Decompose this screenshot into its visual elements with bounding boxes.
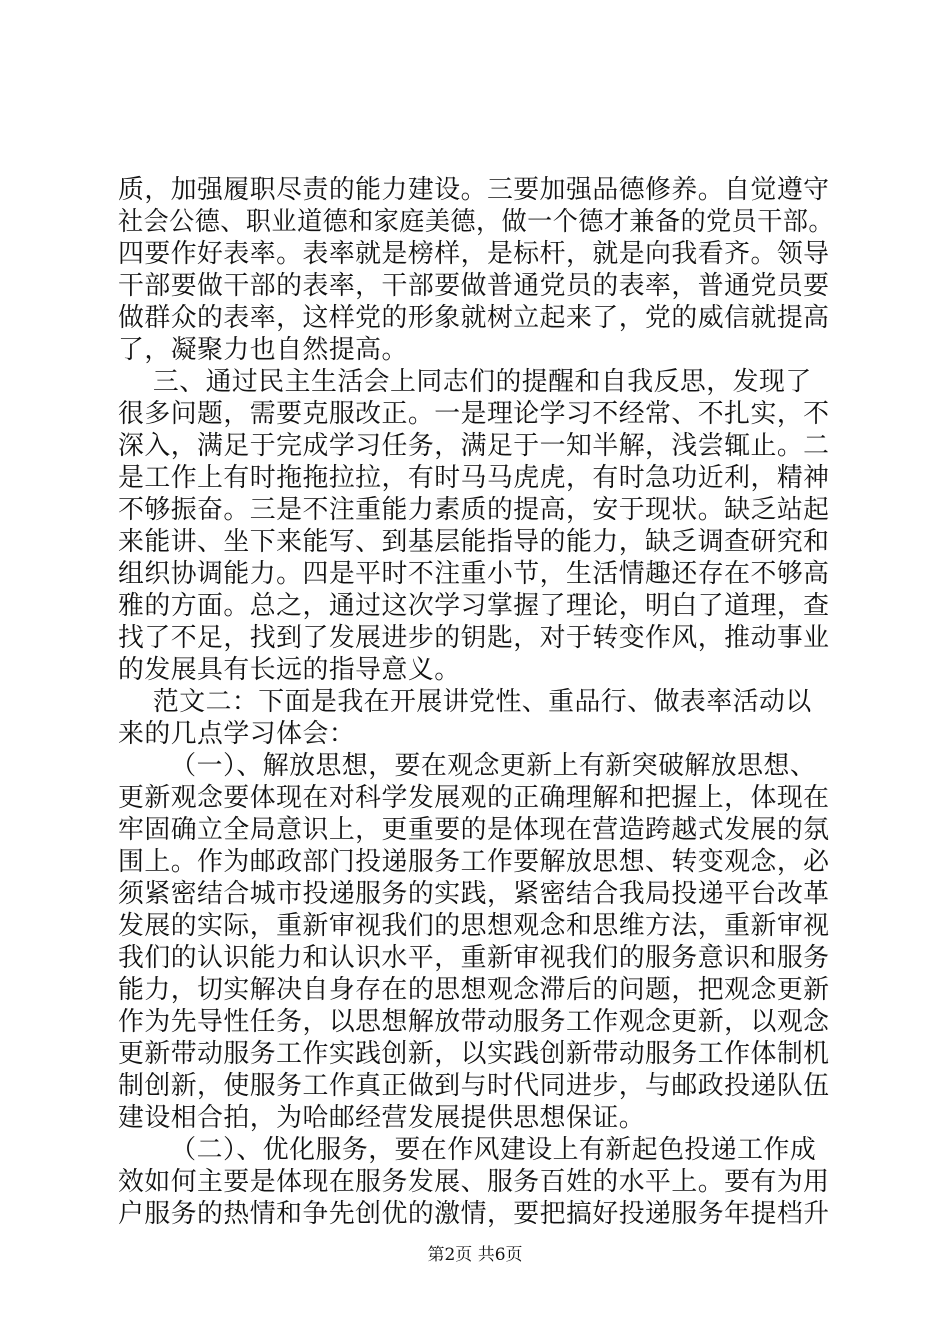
text-line: 做群众的表率，这样党的形象就树立起来了，党的威信就提高 [118, 303, 830, 333]
text-line: 干部要做干部的表率，干部要做普通党员的表率，普通党员要 [118, 271, 830, 301]
text-line: 发展的实际，重新审视我们的思想观念和思维方法，重新审视 [118, 911, 830, 941]
text-line: 组织协调能力。四是平时不注重小节，生活情趣还存在不够高 [118, 559, 830, 589]
text-line: 牢固确立全局意识上，更重要的是体现在营造跨越式发展的氛 [118, 815, 830, 845]
text-line: 来能讲、坐下来能写、到基层能指导的能力，缺乏调查研究和 [118, 527, 830, 557]
text-line: 户服务的热情和争先创优的激情，要把搞好投递服务年提档升 [118, 1199, 830, 1229]
text-line: 效如何主要是体现在服务发展、服务百姓的水平上。要有为用 [118, 1167, 830, 1197]
text-line: 建设相合拍，为哈邮经营发展提供思想保证。 [118, 1103, 646, 1133]
text-line: 不够振奋。三是不注重能力素质的提高，安于现状。缺乏站起 [118, 495, 830, 525]
text-line: 很多问题，需要克服改正。一是理论学习不经常、不扎实，不 [118, 399, 830, 429]
text-line: （二）、优化服务，要在作风建设上有新起色投递工作成 [118, 1135, 817, 1165]
text-line: 范文二：下面是我在开展讲党性、重品行、做表率活动以 [118, 687, 812, 717]
text-line: 来的几点学习体会： [118, 719, 356, 749]
page-footer: 第2页 共6页 [427, 1245, 523, 1265]
text-line: 更新带动服务工作实践创新，以实践创新带动服务工作体制机 [118, 1039, 830, 1069]
text-line: 雅的方面。总之，通过这次学习掌握了理论，明白了道理，查 [118, 591, 830, 621]
text-line: 我们的认识能力和认识水平，重新审视我们的服务意识和服务 [118, 943, 830, 973]
text-line: 深入，满足于完成学习任务，满足于一知半解，浅尝辄止。二 [118, 431, 830, 461]
text-line: 制创新，使服务工作真正做到与时代同进步，与邮政投递队伍 [118, 1071, 830, 1101]
text-line: 作为先导性任务，以思想解放带动服务工作观念更新，以观念 [118, 1007, 830, 1037]
text-line: 能力，切实解决自身存在的思想观念滞后的问题，把观念更新 [118, 975, 830, 1005]
text-line: 围上。作为邮政部门投递服务工作要解放思想、转变观念，必 [118, 847, 830, 877]
text-line: 的发展具有长远的指导意义。 [118, 655, 461, 685]
text-line: 找了不足，找到了发展进步的钥匙，对于转变作风，推动事业 [118, 623, 830, 653]
text-line: 是工作上有时拖拖拉拉，有时马马虎虎，有时急功近利，精神 [118, 463, 830, 493]
text-line: 三、通过民主生活会上同志们的提醒和自我反思，发现了 [118, 367, 812, 397]
document-body [118, 174, 838, 1230]
text-line: 社会公德、职业道德和家庭美德，做一个德才兼备的党员干部。 [118, 207, 835, 237]
text-line: （一）、解放思想，要在观念更新上有新突破解放思想、 [118, 751, 817, 781]
text-line: 更新观念要体现在对科学发展观的正确理解和把握上，体现在 [118, 783, 830, 813]
text-line: 四要作好表率。表率就是榜样，是标杆，就是向我看齐。领导 [118, 239, 830, 269]
text-line: 质，加强履职尽责的能力建设。三要加强品德修养。自觉遵守 [118, 175, 830, 205]
text-line: 须紧密结合城市投递服务的实践，紧密结合我局投递平台改革 [118, 879, 830, 909]
text-line: 了，凝聚力也自然提高。 [118, 335, 408, 365]
